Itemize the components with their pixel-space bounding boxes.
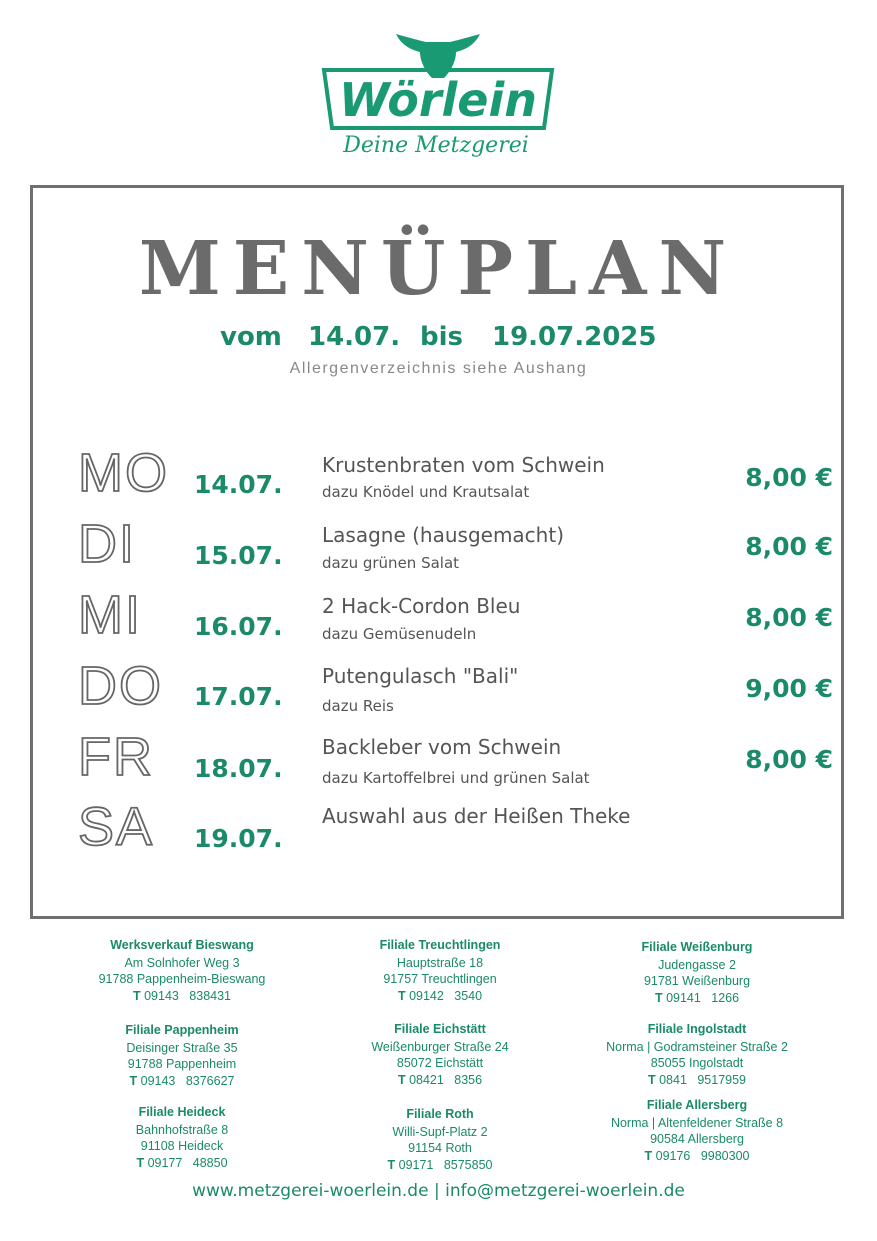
branch-phone: T 09141 1266	[654, 990, 740, 1005]
footer-contact[interactable]: www.metzgerei-woerlein.de | info@metzgerei-woerlein.de	[192, 1181, 685, 1201]
day-date: 15.07.	[194, 541, 283, 570]
dish-side: dazu Knödel und Krautsalat	[322, 483, 530, 501]
branch-phone: T 09171 8575850	[387, 1157, 493, 1172]
day-label: FR	[78, 727, 154, 787]
branch-phone: T 09143 8376627	[129, 1073, 235, 1088]
branch-name: Filiale Allersberg	[646, 1098, 748, 1112]
branch-name: Filiale Heideck	[138, 1105, 226, 1119]
day-date: 18.07.	[194, 754, 283, 783]
dish-side: dazu Gemüsenudeln	[322, 625, 477, 643]
dish-name: Krustenbraten vom Schwein	[322, 453, 605, 477]
branch-name: Werksverkauf Bieswang	[110, 938, 254, 952]
branch-name: Filiale Eichstätt	[394, 1022, 486, 1036]
branch-bieswang	[52, 937, 312, 1004]
branch-roth	[310, 1106, 570, 1173]
range-to-date: 19.07.2025	[492, 322, 657, 352]
branch-street: Willi-Supf-Platz 2	[392, 1124, 488, 1139]
branch-heideck	[52, 1104, 312, 1171]
dish-price: 8,00 €	[745, 463, 833, 492]
range-to-word: bis	[420, 322, 463, 352]
day-label: SA	[78, 797, 155, 857]
branch-allersberg	[567, 1097, 827, 1164]
day-date: 16.07.	[194, 612, 283, 641]
branch-weissenburg	[567, 939, 827, 1006]
page-title: MENÜPLAN	[138, 226, 739, 312]
branch-city: 91108 Heideck	[140, 1139, 224, 1153]
branch-city: 90584 Allersberg	[650, 1132, 744, 1146]
day-label: MI	[78, 585, 142, 645]
branch-city: 91781 Weißenburg	[643, 974, 751, 988]
branch-eichstaett	[310, 1021, 570, 1088]
dish-side: dazu Reis	[322, 697, 394, 715]
branch-treuchtlingen	[310, 937, 570, 1004]
branch-phone: T 09142 3540	[397, 988, 483, 1003]
day-label: DI	[78, 514, 136, 574]
dish-price: 8,00 €	[745, 532, 833, 561]
dish-price: 8,00 €	[745, 745, 833, 774]
dish-name: Auswahl aus der Heißen Theke	[322, 804, 631, 828]
branch-street: Norma | Altenfeldener Straße 8	[610, 1115, 784, 1130]
branch-phone: T 09143 838431	[132, 988, 232, 1003]
branch-name: Filiale Ingolstadt	[647, 1022, 747, 1036]
branch-street: Am Solnhofer Weg 3	[124, 955, 240, 970]
dish-side: dazu grünen Salat	[322, 554, 460, 572]
day-date: 17.07.	[194, 682, 283, 711]
branch-street: Deisinger Straße 35	[126, 1040, 238, 1055]
woerlein-logo	[318, 28, 558, 173]
dish-name: 2 Hack-Cordon Bleu	[322, 594, 521, 618]
branch-street: Judengasse 2	[658, 957, 736, 972]
brand-name: Wörlein	[339, 73, 537, 127]
dish-name: Backleber vom Schwein	[322, 735, 562, 759]
branch-city: 91788 Pappenheim	[127, 1057, 237, 1071]
range-from-date: 14.07.	[308, 322, 401, 352]
branch-phone: T 09176 9980300	[644, 1148, 750, 1163]
branch-ingolstadt	[567, 1021, 827, 1088]
dish-name: Putengulasch "Bali"	[322, 664, 519, 688]
range-from-word: vom	[220, 322, 282, 352]
branch-city: 85072 Eichstätt	[396, 1056, 484, 1070]
branch-street: Weißenburger Straße 24	[371, 1039, 509, 1054]
branch-pappenheim	[52, 1022, 312, 1089]
allergen-note: Allergenverzeichnis siehe Aushang	[289, 360, 588, 377]
branch-name: Filiale Roth	[406, 1107, 474, 1121]
branch-city: 91788 Pappenheim-Bieswang	[98, 972, 266, 986]
branch-street: Hauptstraße 18	[396, 955, 484, 970]
branch-city: 85055 Ingolstadt	[650, 1056, 744, 1070]
dish-price: 8,00 €	[745, 603, 833, 632]
day-date: 19.07.	[194, 824, 283, 853]
day-date: 14.07.	[194, 470, 283, 499]
dish-price: 9,00 €	[745, 674, 833, 703]
branch-name: Filiale Treuchtlingen	[379, 938, 501, 952]
dish-side: dazu Kartoffelbrei und grünen Salat	[322, 769, 590, 787]
day-label: DO	[78, 656, 163, 716]
branch-name: Filiale Weißenburg	[641, 940, 753, 954]
branch-city: 91757 Treuchtlingen	[383, 972, 497, 986]
day-label: MO	[78, 443, 169, 503]
branch-city: 91154 Roth	[408, 1141, 472, 1155]
branch-street: Bahnhofstraße 8	[135, 1122, 229, 1137]
branch-name: Filiale Pappenheim	[125, 1023, 239, 1037]
branch-phone: T 08421 8356	[397, 1072, 483, 1087]
brand-tagline: Deine Metzgerei	[343, 133, 529, 158]
dish-name: Lasagne (hausgemacht)	[322, 523, 564, 547]
branch-street: Norma | Godramsteiner Straße 2	[606, 1039, 788, 1054]
branch-phone: T 0841 9517959	[647, 1072, 747, 1087]
branch-phone: T 09177 48850	[136, 1155, 228, 1170]
